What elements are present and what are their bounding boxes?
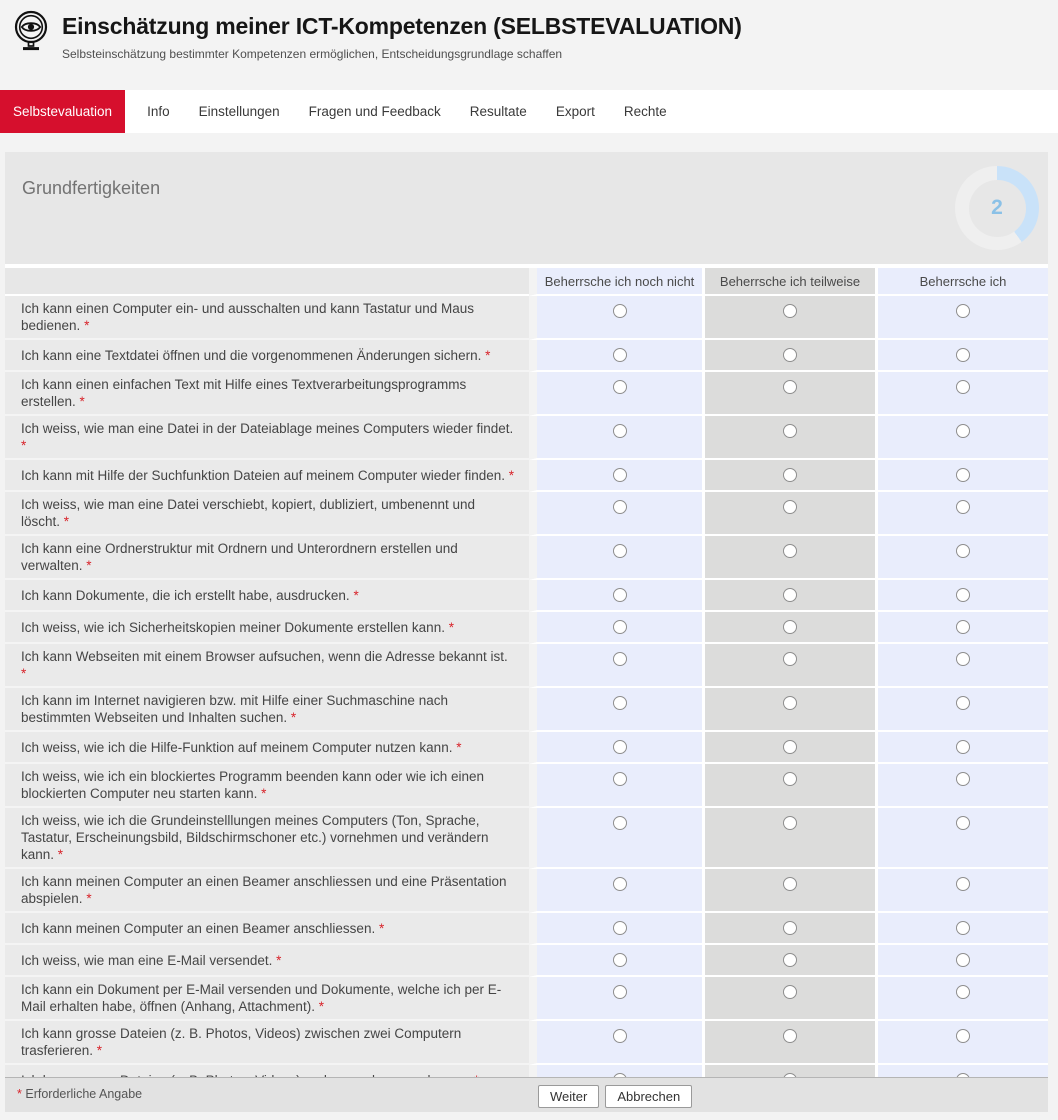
question-text: Ich kann einen Computer ein- und ausschalten und kann Tastatur und Maus bedienen. * [5, 296, 529, 340]
option-cell [702, 945, 875, 977]
question-row [5, 764, 1048, 808]
tab-export[interactable]: Export [555, 104, 595, 119]
question-row [5, 913, 1048, 945]
question-text: Ich kann meinen Computer an einen Beamer anschliessen. * [5, 913, 529, 945]
question-text: Ich weiss, wie ich Sicherheitskopien meiner Dokumente erstellen kann. * [5, 612, 529, 644]
option-cell [529, 416, 702, 460]
option-cell [875, 340, 1048, 372]
option-cell [702, 340, 875, 372]
question-table [5, 268, 1048, 1077]
question-row [5, 1021, 1048, 1065]
radio-teilweise[interactable] [783, 985, 797, 999]
option-cell [702, 492, 875, 536]
radio-teilweise[interactable] [783, 877, 797, 891]
option-cell [875, 580, 1048, 612]
radio-noch-nicht[interactable] [613, 544, 627, 558]
radio-teilweise[interactable] [783, 348, 797, 362]
option-cell [702, 460, 875, 492]
option-cell [875, 460, 1048, 492]
table-header-row [5, 268, 1048, 296]
radio-noch-nicht[interactable] [613, 424, 627, 438]
radio-teilweise[interactable] [783, 816, 797, 830]
radio-teilweise[interactable] [783, 696, 797, 710]
radio-teilweise[interactable] [783, 304, 797, 318]
radio-noch-nicht[interactable] [613, 816, 627, 830]
option-cell [702, 764, 875, 808]
question-row [5, 945, 1048, 977]
radio-noch-nicht[interactable] [613, 877, 627, 891]
option-cell [875, 764, 1048, 808]
radio-noch-nicht[interactable] [613, 588, 627, 602]
question-row [5, 808, 1048, 869]
abbrechen-button[interactable]: Abbrechen [605, 1085, 692, 1108]
radio-teilweise[interactable] [783, 500, 797, 514]
radio-beherrsche[interactable] [956, 772, 970, 786]
required-asterisk: * [17, 1087, 22, 1101]
question-row [5, 492, 1048, 536]
question-text: Ich kann Webseiten mit einem Browser aufsuchen, wenn die Adresse bekannt ist. * [5, 644, 529, 688]
option-cell [702, 977, 875, 1021]
option-cell [875, 372, 1048, 416]
progress-ring [955, 166, 1039, 250]
option-cell [875, 688, 1048, 732]
radio-teilweise[interactable] [783, 652, 797, 666]
app-header [0, 0, 1058, 90]
option-cell [875, 536, 1048, 580]
radio-beherrsche[interactable] [956, 1029, 970, 1043]
tab-info[interactable]: Info [147, 104, 170, 119]
radio-noch-nicht[interactable] [613, 380, 627, 394]
option-cell [702, 536, 875, 580]
column-header-beherrsche: Beherrsche ich [875, 268, 1048, 296]
option-cell [529, 536, 702, 580]
column-header-noch-nicht: Beherrsche ich noch nicht [529, 268, 702, 296]
radio-beherrsche[interactable] [956, 588, 970, 602]
question-row [5, 296, 1048, 340]
question-text: Ich kann mit Hilfe der Suchfunktion Dateien auf meinem Computer wieder finden. * [5, 460, 529, 492]
section-title: Grundfertigkeiten [22, 178, 161, 198]
form-footer [5, 1077, 1048, 1112]
option-cell [702, 808, 875, 869]
radio-teilweise[interactable] [783, 1029, 797, 1043]
radio-noch-nicht[interactable] [613, 740, 627, 754]
radio-teilweise[interactable] [783, 380, 797, 394]
radio-beherrsche[interactable] [956, 877, 970, 891]
question-row [5, 732, 1048, 764]
question-text: Ich kann einen einfachen Text mit Hilfe eines Textverarbeitungsprogramms erstellen. * [5, 372, 529, 416]
option-cell [702, 296, 875, 340]
radio-teilweise[interactable] [783, 468, 797, 482]
option-cell [702, 644, 875, 688]
option-cell [875, 1021, 1048, 1065]
radio-teilweise[interactable] [783, 772, 797, 786]
option-cell [875, 296, 1048, 340]
radio-beherrsche[interactable] [956, 816, 970, 830]
option-cell [529, 688, 702, 732]
option-cell [529, 340, 702, 372]
question-text: Ich weiss, wie ich die Hilfe-Funktion auf meinem Computer nutzen kann. * [5, 732, 529, 764]
tab-resultate[interactable]: Resultate [469, 104, 527, 119]
option-cell [702, 1021, 875, 1065]
radio-beherrsche[interactable] [956, 985, 970, 999]
question-text: Ich kann im Internet navigieren bzw. mit Hilfe einer Suchmaschine nach bestimmten Webseiten und Inhalten suchen. * [5, 688, 529, 732]
nav-gap [0, 133, 1058, 152]
question-text: Ich kann eine Ordnerstruktur mit Ordnern und Unterordnern erstellen und verwalten. * [5, 536, 529, 580]
radio-teilweise[interactable] [783, 424, 797, 438]
question-row [5, 977, 1048, 1021]
question-row [5, 644, 1048, 688]
question-text: Ich kann eine Textdatei öffnen und die vorgenommenen Änderungen sichern. * [5, 340, 529, 372]
option-cell [875, 869, 1048, 913]
question-text: Ich kann meinen Computer an einen Beamer anschliessen und eine Präsentation abspielen. * [5, 869, 529, 913]
radio-noch-nicht[interactable] [613, 620, 627, 634]
radio-teilweise[interactable] [783, 953, 797, 967]
option-cell [875, 644, 1048, 688]
question-text: Ich weiss, wie man eine Datei verschiebt, kopiert, dubliziert, umbenennt und löscht. * [5, 492, 529, 536]
radio-beherrsche[interactable] [956, 652, 970, 666]
question-text: Ich kann grosse Dateien (z. B. Photos, Videos) zwischen zwei Computern trasferieren. * [5, 1021, 529, 1065]
radio-beherrsche[interactable] [956, 740, 970, 754]
option-cell [875, 808, 1048, 869]
question-text: Ich weiss, wie man eine E-Mail versendet. * [5, 945, 529, 977]
radio-beherrsche[interactable] [956, 468, 970, 482]
question-row [5, 372, 1048, 416]
main-nav [0, 90, 1058, 133]
option-cell [702, 612, 875, 644]
mirror-eye-logo-icon [9, 8, 53, 52]
question-row [5, 688, 1048, 732]
option-cell [529, 580, 702, 612]
radio-beherrsche[interactable] [956, 380, 970, 394]
section-panel [5, 152, 1048, 264]
option-cell [875, 945, 1048, 977]
option-cell [702, 913, 875, 945]
tab-selbstevaluation[interactable]: Selbstevaluation [0, 90, 125, 133]
question-row [5, 536, 1048, 580]
option-cell [875, 732, 1048, 764]
option-cell [875, 416, 1048, 460]
option-cell [702, 416, 875, 460]
question-row [5, 580, 1048, 612]
required-note: * Erforderliche Angabe [17, 1087, 143, 1101]
radio-teilweise[interactable] [783, 544, 797, 558]
option-cell [529, 945, 702, 977]
tab-einstellungen[interactable]: Einstellungen [198, 104, 280, 119]
question-row [5, 869, 1048, 913]
question-text: Ich weiss, wie man eine Datei in der Dateiablage meines Computers wieder findet. * [5, 416, 529, 460]
radio-beherrsche[interactable] [956, 921, 970, 935]
option-cell [529, 913, 702, 945]
radio-beherrsche[interactable] [956, 696, 970, 710]
option-cell [702, 732, 875, 764]
column-header-teilweise: Beherrsche ich teilweise [702, 268, 875, 296]
option-cell [529, 296, 702, 340]
option-cell [875, 492, 1048, 536]
radio-noch-nicht[interactable] [613, 696, 627, 710]
radio-noch-nicht[interactable] [613, 304, 627, 318]
radio-beherrsche[interactable] [956, 348, 970, 362]
radio-noch-nicht[interactable] [613, 652, 627, 666]
question-text: Ich kann ein Dokument per E-Mail versenden und Dokumente, welche ich per E-Mail erhalten habe, öffnen (Anhang, Attachment). * [5, 977, 529, 1021]
progress-step-number: 2 [991, 196, 1003, 219]
option-cell [529, 764, 702, 808]
radio-beherrsche[interactable] [956, 953, 970, 967]
weiter-button[interactable]: Weiter [538, 1085, 599, 1108]
option-cell [702, 688, 875, 732]
option-cell [529, 492, 702, 536]
radio-beherrsche[interactable] [956, 424, 970, 438]
radio-beherrsche[interactable] [956, 544, 970, 558]
radio-noch-nicht[interactable] [613, 468, 627, 482]
radio-noch-nicht[interactable] [613, 953, 627, 967]
radio-beherrsche[interactable] [956, 304, 970, 318]
option-cell [702, 372, 875, 416]
option-cell [529, 869, 702, 913]
question-text: Ich weiss, wie ich ein blockiertes Programm beenden kann oder wie ich einen blockierten Computer neu starten kann. * [5, 764, 529, 808]
question-row [5, 612, 1048, 644]
radio-teilweise[interactable] [783, 588, 797, 602]
radio-noch-nicht[interactable] [613, 772, 627, 786]
radio-noch-nicht[interactable] [613, 1029, 627, 1043]
radio-teilweise[interactable] [783, 620, 797, 634]
question-text: Ich kann Dokumente, die ich erstellt habe, ausdrucken. * [5, 580, 529, 612]
radio-noch-nicht[interactable] [613, 348, 627, 362]
option-cell [875, 612, 1048, 644]
radio-beherrsche[interactable] [956, 620, 970, 634]
page-title: Einschätzung meiner ICT-Kompetenzen (SELBSTEVALUATION) [62, 13, 742, 39]
option-cell [875, 913, 1048, 945]
option-cell [529, 460, 702, 492]
question-column-header [5, 268, 529, 296]
radio-teilweise[interactable] [783, 740, 797, 754]
option-cell [702, 580, 875, 612]
question-row [5, 460, 1048, 492]
page-subtitle: Selbsteinschätzung bestimmter Kompetenzen ermöglichen, Entscheidungsgrundlage schaffen [62, 47, 563, 61]
question-row [5, 340, 1048, 372]
question-row [5, 416, 1048, 460]
option-cell [875, 977, 1048, 1021]
question-text: Ich weiss, wie ich die Grundeinstelllungen meines Computers (Ton, Sprache, Tastatur, Erscheinungsbild, Bildschirmschoner etc.) vornehmen und verändern kann. * [5, 808, 529, 869]
option-cell [529, 612, 702, 644]
radio-teilweise[interactable] [783, 921, 797, 935]
radio-beherrsche[interactable] [956, 500, 970, 514]
radio-noch-nicht[interactable] [613, 921, 627, 935]
option-cell [529, 644, 702, 688]
tab-rechte[interactable]: Rechte [623, 104, 667, 119]
option-cell [702, 869, 875, 913]
option-cell [529, 732, 702, 764]
option-cell [529, 977, 702, 1021]
option-cell [529, 1021, 702, 1065]
option-cell [529, 372, 702, 416]
radio-noch-nicht[interactable] [613, 985, 627, 999]
option-cell [529, 808, 702, 869]
radio-noch-nicht[interactable] [613, 500, 627, 514]
tab-fragen-und-feedback[interactable]: Fragen und Feedback [308, 104, 441, 119]
